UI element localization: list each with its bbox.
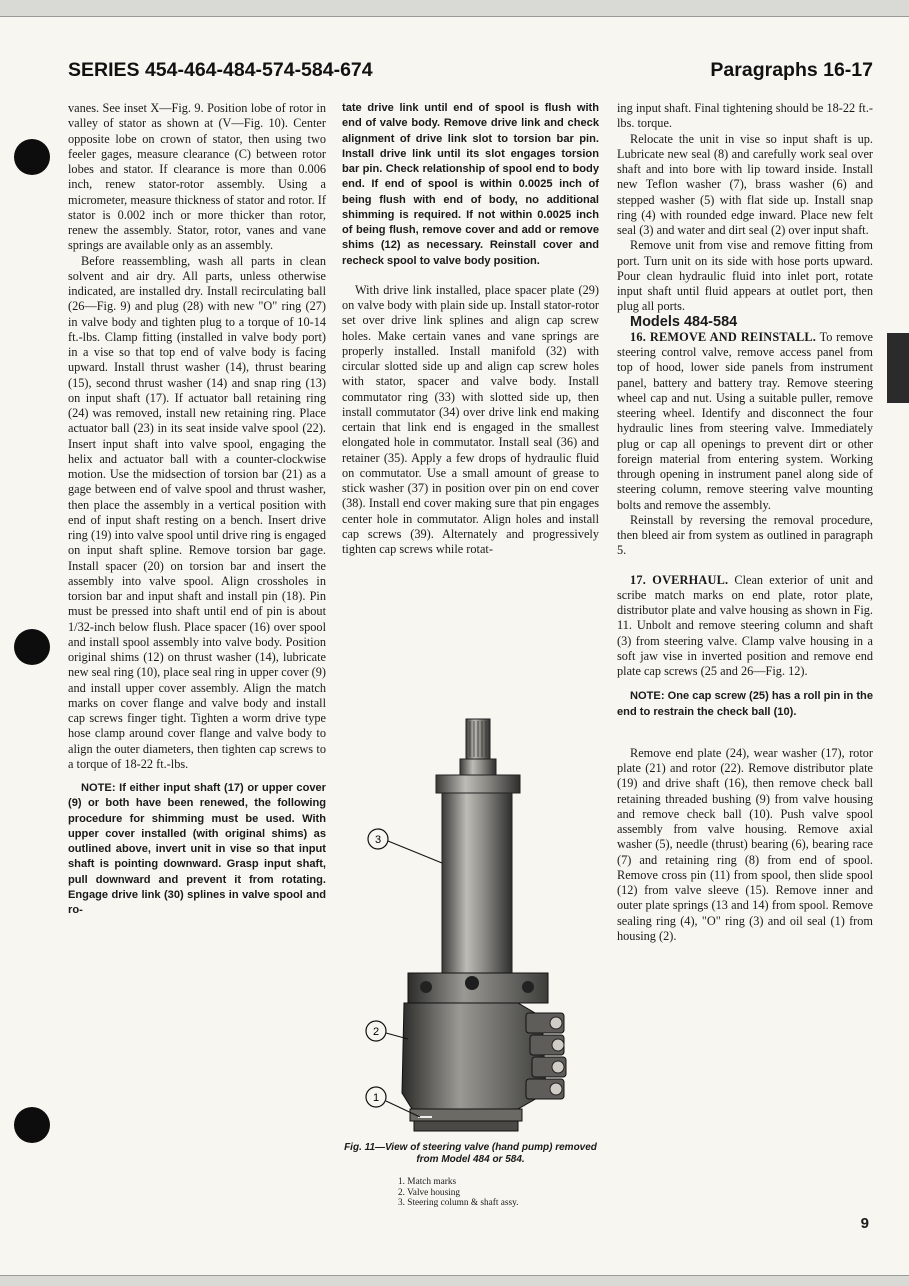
- note-text: One cap screw (25) has a roll pin in the end to restrain the check ball (10).: [617, 690, 873, 718]
- section-thumb-tab: [887, 333, 909, 403]
- text-column-3: [617, 101, 873, 944]
- callout-number: 3: [374, 834, 382, 846]
- paragraph: Remove end plate (24), wear washer (17), rotor plate (21) and rotor (22). Remove distributor plate (19) and drive shaft (16), then remove check ball retaining threaded bushing (9) from valve housing and remove check ball (10). Push valve spool assembly from valve housing. Remove axial washer (5), needle (thrust) bearing (6), bearing race (7) and retaining ring (8) from end of spool. Remove cross pin (11) from spool, then slide spool (12) from valve sleeve (15). Remove inner and outer plate springs (13 and 14) from spool. Remove sealing ring (4), "O" ring (3) and oil seal (1) from housing (2).: [617, 745, 873, 943]
- section-body-17: Clean exterior of unit and scribe match marks on end plate, rotor plate, distributor plate and valve housing as shown in Fig. 11. Unbolt and remove steering column and shaft (3) from steering valve. Clamp valve housing in a soft jaw vise in inverted position and remove end plate cap screws (25 and 26—Fig. 12).: [617, 572, 873, 678]
- paragraph: Reinstall by reversing the removal procedure, then bleed air from system as outlined in paragraph 5.: [617, 512, 873, 558]
- legend-item: 3. Steering column & shaft assy.: [398, 1198, 519, 1208]
- section-title-17: 17. OVERHAUL.: [630, 572, 729, 587]
- text-column-2: [342, 101, 599, 557]
- paragraph: Remove unit from vise and remove fitting from port. Turn unit on its side with hose ports upward. Pour clean hydraulic fluid into inlet port, rotate input shaft until fluid appears at outlet port, then plug all ports.: [617, 238, 873, 314]
- paragraph: With drive link installed, place spacer plate (29) on valve body with plain side up. Install stator-rotor set over drive link splines and align cap screw holes. Make certain vanes and vane springs are properly installed. Install manifold (32) with circular slotted side up and align cap screw holes with stator, spacer and valve body. Install commutator ring (33) with slotted side up, then install commutator (34) over drive link end making certain that link end is engaged in the smallest elongated hole in commutator. Install seal (36) and retainer (35). Apply a few drops of hydraulic fluid on commutator. Use a small amount of grease to stick washer (37) in position over pin on end cover (38). Install end cover making sure that pin engages center hole in commutator. Align holes and install cap screws (39). Alternately and progressively tighten cap screws while rotat-: [342, 282, 599, 556]
- paragraph-16: [617, 330, 873, 513]
- callout-2: [366, 1021, 408, 1041]
- callout-number: 1: [372, 1092, 380, 1104]
- callout-3: [368, 829, 442, 863]
- end-plate: [410, 1109, 522, 1121]
- spacer: [617, 559, 873, 573]
- note-block: [68, 781, 326, 918]
- valve-housing-body: [402, 1003, 546, 1109]
- figure-legend: [398, 1177, 598, 1209]
- shaft-collar: [460, 759, 496, 775]
- text-column-1: [68, 101, 326, 918]
- note-label: NOTE:: [81, 782, 116, 794]
- rotor-plate: [414, 1121, 518, 1131]
- page-number: 9: [860, 1215, 869, 1232]
- note-text: If either input shaft (17) or upper cover (9) or both have been renewed, the following procedure for shimming must be used. With upper cover installed (with original shims) as outlined above, invert unit in vise so that input shaft is pointing downward. Grasp input shaft, pull downward and prevent it from rotating. Engage drive link (30) splines in valve spool and ro-: [68, 782, 326, 916]
- section-heading-models: Models 484-584: [630, 313, 738, 330]
- note-block: [617, 689, 873, 720]
- binder-hole-top: [14, 139, 50, 175]
- series-title: SERIES 454-464-484-574-584-674: [68, 59, 373, 81]
- section-body-16: To remove steering control valve, remove access panel from top of hood, lower side panels from instrument panel, battery and battery tray. Remove steering wheel cap and nut. Using a suitable puller, remove steering wheel. Identify and disconnect the four hydraulic lines from steering valve. Immediately plug or cap all openings to prevent dirt or other foreign material from entering system. Working through opening in instrument panel along side of steering column, remove steering valve mounting bolts and remove the assembly.: [617, 329, 873, 512]
- note-continued: tate drive link until end of spool is flush with end of valve body. Remove drive link and check alignment of drive link slot to torsion bar pin. Install drive link until its slot engages torsion bar pin. Check relationship of spool end to body end. If end of spool is within 0.0025 inch of being flush with end of body, no additional shimming is required. If not within 0.0025 inch of being flush, remove cover and add or remove shims (12) as necessary. Reinstall cover and recheck spool to valve body position.: [342, 102, 599, 267]
- flange-bolt: [465, 976, 479, 990]
- paragraph: Relocate the unit in vise so input shaft is up. Lubricate new seal (8) and carefully work seal over shaft and into bore with lip toward inside. Install new Teflon washer (7), brass washer (6) and stepped washer (5) with flat side up. Install snap ring (4) with rounded edge inward. Place new felt seal (3) and water and dirt seal (2) over input shaft.: [617, 131, 873, 237]
- note-label: NOTE:: [630, 690, 665, 703]
- binder-hole-bottom: [14, 1107, 50, 1143]
- figure-caption: Fig. 11—View of steering valve (hand pump) removed from Model 484 or 584.: [344, 1142, 597, 1165]
- binder-hole-middle: [14, 629, 50, 665]
- figure-steering-valve: [342, 717, 599, 1137]
- page-header: [68, 59, 873, 87]
- section-title-16: 16. REMOVE AND REINSTALL.: [630, 329, 817, 344]
- steering-valve-illustration: [342, 717, 599, 1137]
- paragraph: vanes. See inset X—Fig. 9. Position lobe of rotor in valley of stator as shown at (V—Fig. 10). Center opposite lobe on crown of stator, then using two feeler gages, measure clearance (C) between rotor lobes and stator. If clearance is more than 0.006 inch, renew stator-rotor assembly. Using a micrometer, measure thickness of stator and rotor. If stator is 0.002 inch or more thicker than rotor, renew the assembly. Stator, rotor, vanes and vane springs are available only as an assembly.: [68, 101, 326, 253]
- flange-bolt: [522, 981, 534, 993]
- paragraph-17: [617, 573, 873, 680]
- callout-number: 2: [372, 1026, 380, 1038]
- paragraph: Before reassembling, wash all parts in clean solvent and air dry. All parts, unless otherwise indicated, are installed dry. Install recirculating ball (26—Fig. 9) and plug (28) with new "O" ring (27) in valve body and tighten plug to a torque of 10-14 ft.-lbs. Clamp fitting (installed in valve body port) in a vise so that top end of valve body is facing upward. Install thrust washer (14), thrust bearing (15), second thrust washer (14) and snap ring (13) on input shaft (17). If actuator ball retaining ring (24) was removed, install new retaining ring. Place actuator ball (23) in its seat inside valve spool (22). Insert input shaft into valve spool, engaging the helix and actuator ball with a counter-clockwise motion. Use the midsection of torsion bar (21) as a gage between end of valve spool and thrust washer, then place the assembly in a vertical position with end of input shaft resting on a bench. Insert drive ring (19) into valve spool until drive ring is engaged on input shaft spline. Remove torsion bar gage. Install spacer (20) on torsion bar and insert the assembly into valve spool. Align crossholes in torsion bar and input shaft and install pin (18). Pin must be pressed into shaft until end of pin is about 1/32-inch below flush. Place spacer (16) over spool and install spool assembly into valve body. Position original shims (12) on thrust washer (14), lubricate new seal ring (10), place seal ring in upper cover (9) and install upper cover assembly. Align the match marks on cover flange and valve body and install cap screws finger tight. Tighten a worm drive type hose clamp around cover flange and valve body to align the outer diameters, then tighten cap screws to a torque of 18-22 ft.-lbs.: [68, 253, 326, 771]
- manual-page: [0, 16, 909, 1276]
- paragraph: ing input shaft. Final tightening should be 18-22 ft.-lbs. torque.: [617, 101, 873, 131]
- legend-item: 2. Valve housing: [398, 1187, 461, 1198]
- legend-item: 1. Match marks: [398, 1177, 457, 1187]
- column-top-flange: [436, 775, 520, 793]
- paragraphs-title: Paragraphs 16-17: [710, 59, 873, 81]
- steering-column-tube: [442, 793, 512, 973]
- flange-bolt: [420, 981, 432, 993]
